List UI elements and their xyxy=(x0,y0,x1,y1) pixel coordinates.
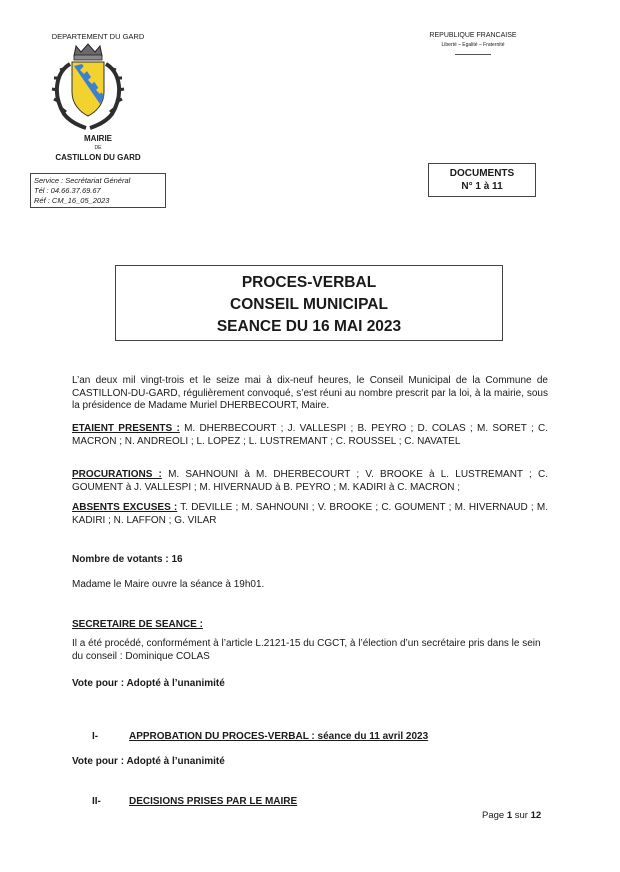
documents-box xyxy=(428,163,536,197)
votants-count: Nombre de votants : 16 xyxy=(72,554,183,565)
section-1-title: APPROBATION DU PROCES-VERBAL : séance du 11 avril 2023 xyxy=(129,731,429,742)
section-2-number: II- xyxy=(92,796,101,807)
department-name: DEPARTEMENT DU GARD xyxy=(51,32,145,41)
procurations-label: PROCURATIONS : xyxy=(72,469,162,480)
service-line: Service : Secrétariat Général xyxy=(34,176,131,185)
tel-line: Tél : 04.66.37.69.67 xyxy=(34,186,101,195)
absents-paragraph xyxy=(72,502,548,527)
absents-label: ABSENTS EXCUSES : xyxy=(72,502,178,513)
page-number xyxy=(482,810,541,821)
secretaire-text: Il a été procédé, conformément à l’article L.2121-15 du CGCT, à l’élection d’un secrétaire pris dans le sein du conseil : Dominique COLAS xyxy=(72,638,541,662)
documents-range: N° 1 à 11 xyxy=(461,181,503,192)
republic-name: REPUBLIQUE FRANCAISE xyxy=(429,32,517,39)
secretaire-heading: SECRETAIRE DE SEANCE : xyxy=(72,619,203,630)
republic-motto: Liberté – Egalité – Fraternité xyxy=(441,42,505,48)
section-1-number: I- xyxy=(92,731,99,742)
ref-line: Réf : CM_16_05_2023 xyxy=(34,196,110,205)
town-name: CASTILLON DU GARD xyxy=(55,153,141,162)
mairie-label: MAIRIE xyxy=(84,134,112,143)
page-sur: sur xyxy=(514,810,528,821)
mairie-de: DE xyxy=(94,145,102,151)
service-box xyxy=(30,173,166,208)
intro-paragraph: L’an deux mil vingt-trois et le seize mai à dix-neuf heures, le Conseil Municipal de la Commune de CASTILLON-DU-GARD, régulièrement convoqué, s’est réuni au nombre prescrit par la loi, à la mairie, sous la présidence de Madame Muriel DHERBECOURT, Maire. xyxy=(72,375,548,411)
motto-divider xyxy=(455,54,491,55)
page-current: 1 xyxy=(506,810,513,821)
secretaire-vote: Vote pour : Adopté à l’unanimité xyxy=(72,678,225,689)
page-total: 12 xyxy=(530,810,542,821)
title-line-3: SEANCE DU 16 MAI 2023 xyxy=(216,318,402,335)
mairie-block xyxy=(28,134,168,162)
procurations-list: M. SAHNOUNI à M. DHERBECOURT ; V. BROOKE à L. LUSTREMANT ; C. GOUMENT à J. VALLESPI ; M. HIVERNAUD à B. PEYRO ; M. KADIRI à C. MACRON ; xyxy=(72,469,548,493)
procurations-paragraph xyxy=(72,469,548,494)
title-box xyxy=(115,265,503,341)
absents-list: T. DEVILLE ; M. SAHNOUNI ; V. BROOKE ; C. GOUMENT ; M. HIVERNAUD ; M. KADIRI ; N. LAFFON ; G. VILAR xyxy=(72,502,548,526)
republic-header xyxy=(418,32,528,55)
town-crest-icon xyxy=(46,42,130,132)
title-line-1: PROCES-VERBAL xyxy=(241,274,377,291)
presents-paragraph xyxy=(72,423,548,448)
section-1-vote: Vote pour : Adopté à l’unanimité xyxy=(72,756,225,767)
section-2-title: DECISIONS PRISES PAR LE MAIRE xyxy=(129,796,298,807)
title-line-2: CONSEIL MUNICIPAL xyxy=(230,296,388,313)
documents-label: DOCUMENTS xyxy=(449,168,515,179)
presents-list: M. DHERBECOURT ; J. VALLESPI ; B. PEYRO ; D. COLAS ; M. SORET ; C. MACRON ; N. ANDREOLI ; L. LOPEZ ; L. LUSTREMANT ; C. ROUSSEL ; C. NAVATEL xyxy=(72,423,549,447)
page-word: Page xyxy=(482,810,505,821)
presents-label: ETAIENT PRESENTS : xyxy=(72,423,180,434)
opening-text: Madame le Maire ouvre la séance à 19h01. xyxy=(72,579,265,590)
